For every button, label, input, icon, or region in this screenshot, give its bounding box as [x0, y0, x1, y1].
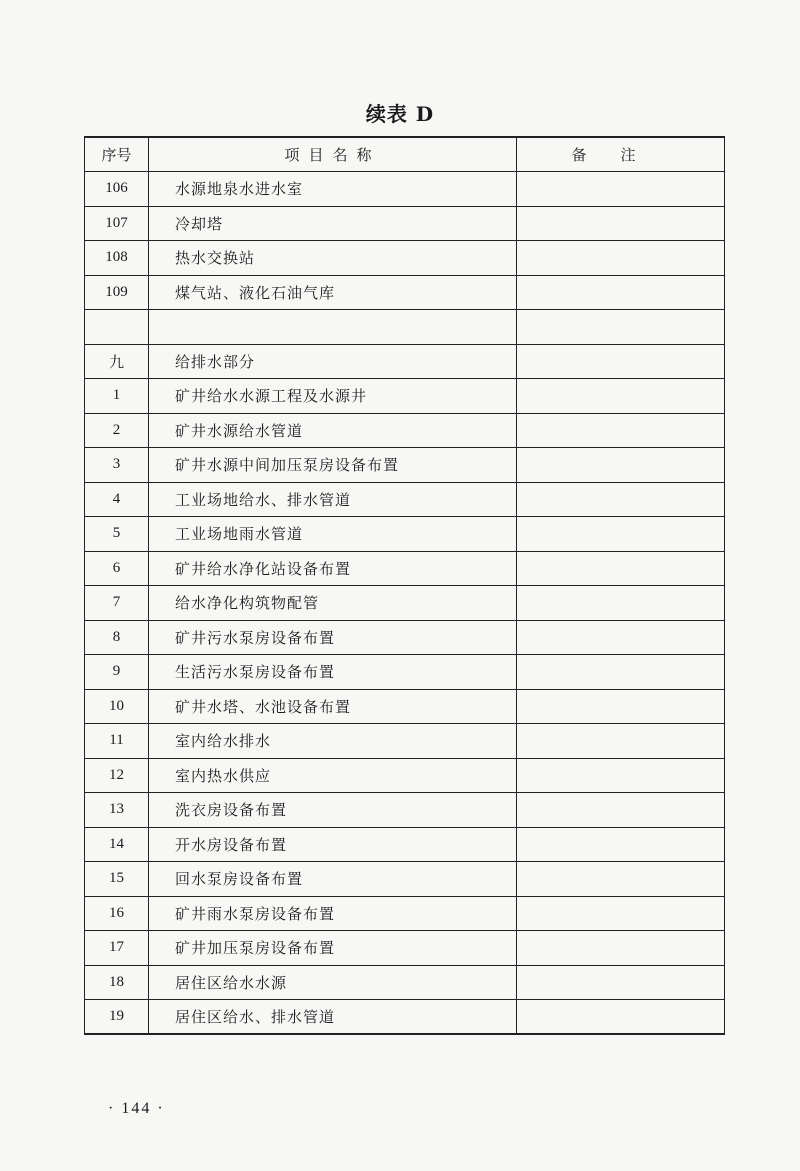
cell-project-name: 矿井水源给水管道 — [149, 413, 517, 448]
cell-remarks — [517, 1000, 725, 1035]
cell-project-name: 矿井给水水源工程及水源井 — [149, 379, 517, 414]
cell-project-name: 居住区给水、排水管道 — [149, 1000, 517, 1035]
cell-serial-number: 108 — [85, 241, 149, 276]
cell-remarks — [517, 448, 725, 483]
table-row — [85, 758, 725, 793]
page-number: · 144 · — [108, 1100, 165, 1117]
cell-remarks — [517, 896, 725, 931]
cell-project-name: 矿井雨水泵房设备布置 — [149, 896, 517, 931]
table-row — [85, 931, 725, 966]
cell-project-name: 热水交换站 — [149, 241, 517, 276]
table-row — [85, 620, 725, 655]
cell-remarks — [517, 344, 725, 379]
cell-project-name: 室内给水排水 — [149, 724, 517, 759]
table-row — [85, 965, 725, 1000]
cell-serial-number: 7 — [85, 586, 149, 621]
cell-remarks — [517, 206, 725, 241]
cell-serial-number: 109 — [85, 275, 149, 310]
cell-project-name: 室内热水供应 — [149, 758, 517, 793]
cell-project-name: 水源地泉水进水室 — [149, 172, 517, 207]
table-row — [85, 344, 725, 379]
table-title: 续表 D — [365, 102, 435, 126]
table-row — [85, 482, 725, 517]
cell-remarks — [517, 827, 725, 862]
cell-serial-number: 4 — [85, 482, 149, 517]
table-row — [85, 241, 725, 276]
cell-serial-number: 14 — [85, 827, 149, 862]
table-row — [85, 793, 725, 828]
table-row — [85, 206, 725, 241]
table-row — [85, 517, 725, 552]
cell-serial-number: 8 — [85, 620, 149, 655]
cell-remarks — [517, 931, 725, 966]
cell-serial-number: 16 — [85, 896, 149, 931]
cell-serial-number: 九 — [85, 344, 149, 379]
table-row — [85, 586, 725, 621]
cell-serial-number: 11 — [85, 724, 149, 759]
cell-project-name: 给水净化构筑物配管 — [149, 586, 517, 621]
cell-project-name: 工业场地雨水管道 — [149, 517, 517, 552]
cell-remarks — [517, 172, 725, 207]
cell-remarks — [517, 379, 725, 414]
cell-serial-number: 106 — [85, 172, 149, 207]
cell-remarks — [517, 620, 725, 655]
table-row — [85, 310, 725, 345]
cell-remarks — [517, 862, 725, 897]
cell-remarks — [517, 275, 725, 310]
cell-serial-number: 5 — [85, 517, 149, 552]
table-row — [85, 275, 725, 310]
cell-serial-number: 17 — [85, 931, 149, 966]
cell-project-name: 矿井污水泵房设备布置 — [149, 620, 517, 655]
cell-project-name: 矿井给水净化站设备布置 — [149, 551, 517, 586]
table-row — [85, 448, 725, 483]
table-row — [85, 827, 725, 862]
cell-serial-number — [85, 310, 149, 345]
cell-serial-number: 9 — [85, 655, 149, 690]
cell-serial-number: 10 — [85, 689, 149, 724]
cell-remarks — [517, 482, 725, 517]
project-table — [84, 136, 725, 1035]
table-row — [85, 862, 725, 897]
cell-remarks — [517, 655, 725, 690]
cell-remarks — [517, 689, 725, 724]
table-row — [85, 896, 725, 931]
cell-remarks — [517, 965, 725, 1000]
table-header-row — [85, 137, 725, 172]
cell-serial-number: 19 — [85, 1000, 149, 1035]
cell-serial-number: 1 — [85, 379, 149, 414]
cell-remarks — [517, 724, 725, 759]
table-row — [85, 413, 725, 448]
cell-project-name: 矿井水塔、水池设备布置 — [149, 689, 517, 724]
cell-remarks — [517, 310, 725, 345]
cell-project-name: 给排水部分 — [149, 344, 517, 379]
table-row — [85, 551, 725, 586]
cell-remarks — [517, 517, 725, 552]
cell-project-name: 开水房设备布置 — [149, 827, 517, 862]
cell-remarks — [517, 551, 725, 586]
cell-remarks — [517, 413, 725, 448]
cell-project-name: 冷却塔 — [149, 206, 517, 241]
cell-serial-number: 6 — [85, 551, 149, 586]
cell-project-name: 生活污水泵房设备布置 — [149, 655, 517, 690]
header-remarks: 备注 — [517, 137, 725, 172]
cell-serial-number: 107 — [85, 206, 149, 241]
cell-project-name: 洗衣房设备布置 — [149, 793, 517, 828]
cell-remarks — [517, 793, 725, 828]
cell-project-name: 矿井加压泵房设备布置 — [149, 931, 517, 966]
cell-remarks — [517, 586, 725, 621]
header-serial-number: 序号 — [85, 137, 149, 172]
cell-serial-number: 2 — [85, 413, 149, 448]
cell-project-name: 矿井水源中间加压泵房设备布置 — [149, 448, 517, 483]
cell-serial-number: 15 — [85, 862, 149, 897]
cell-serial-number: 18 — [85, 965, 149, 1000]
cell-project-name: 煤气站、液化石油气库 — [149, 275, 517, 310]
table-row — [85, 689, 725, 724]
table-row — [85, 1000, 725, 1035]
cell-project-name: 工业场地给水、排水管道 — [149, 482, 517, 517]
table-row — [85, 724, 725, 759]
table-row — [85, 379, 725, 414]
cell-project-name — [149, 310, 517, 345]
cell-remarks — [517, 241, 725, 276]
header-project-name: 项目名称 — [149, 137, 517, 172]
cell-remarks — [517, 758, 725, 793]
table-row — [85, 172, 725, 207]
cell-serial-number: 13 — [85, 793, 149, 828]
cell-serial-number: 3 — [85, 448, 149, 483]
cell-serial-number: 12 — [85, 758, 149, 793]
cell-project-name: 回水泵房设备布置 — [149, 862, 517, 897]
cell-project-name: 居住区给水水源 — [149, 965, 517, 1000]
table-row — [85, 655, 725, 690]
